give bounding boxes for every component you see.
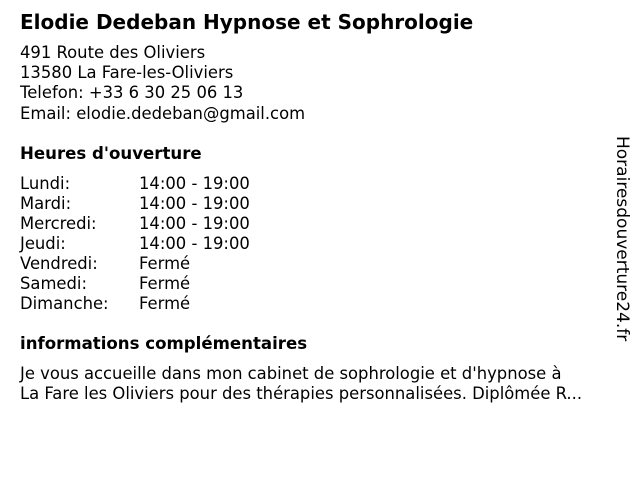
time-value: Fermé [139,274,191,293]
day-label: Jeudi: [20,234,66,253]
day-label: Mardi: [20,194,72,213]
street-address: 491 Route des Oliviers [20,43,206,62]
day-label: Dimanche: [20,294,109,313]
day-label: Lundi: [20,174,71,193]
day-label: Vendredi: [20,254,98,273]
business-description [20,364,620,405]
phone-number: Telefon: +33 6 30 25 06 13 [20,83,244,103]
contact-block [20,43,305,124]
time-value: 14:00 - 19:00 [139,194,250,213]
time-value: Fermé [139,294,191,313]
time-value: 14:00 - 19:00 [139,174,250,193]
business-name: Elodie Dedeban Hypnose et Sophrologie [20,10,474,34]
day-label: Mercredi: [20,214,97,233]
description-line: La Fare les Oliviers pour des thérapies personnalisées. Diplômée R... [20,384,583,404]
description-line: Je vous accueille dans mon cabinet de sophrologie et d'hypnose à [20,364,562,383]
opening-hours-heading: Heures d'ouverture [20,144,202,163]
city-address: 13580 La Fare-les-Oliviers [20,63,234,83]
email-address: Email: elodie.dedeban@gmail.com [20,103,306,123]
time-value: Fermé [139,254,191,273]
day-label: Samedi: [20,274,87,293]
time-value: 14:00 - 19:00 [139,214,250,233]
time-value: 14:00 - 19:00 [139,234,250,253]
additional-info-heading: informations complémentaires [20,334,308,353]
site-watermark: Horairesdouverture24.fr [612,136,632,342]
